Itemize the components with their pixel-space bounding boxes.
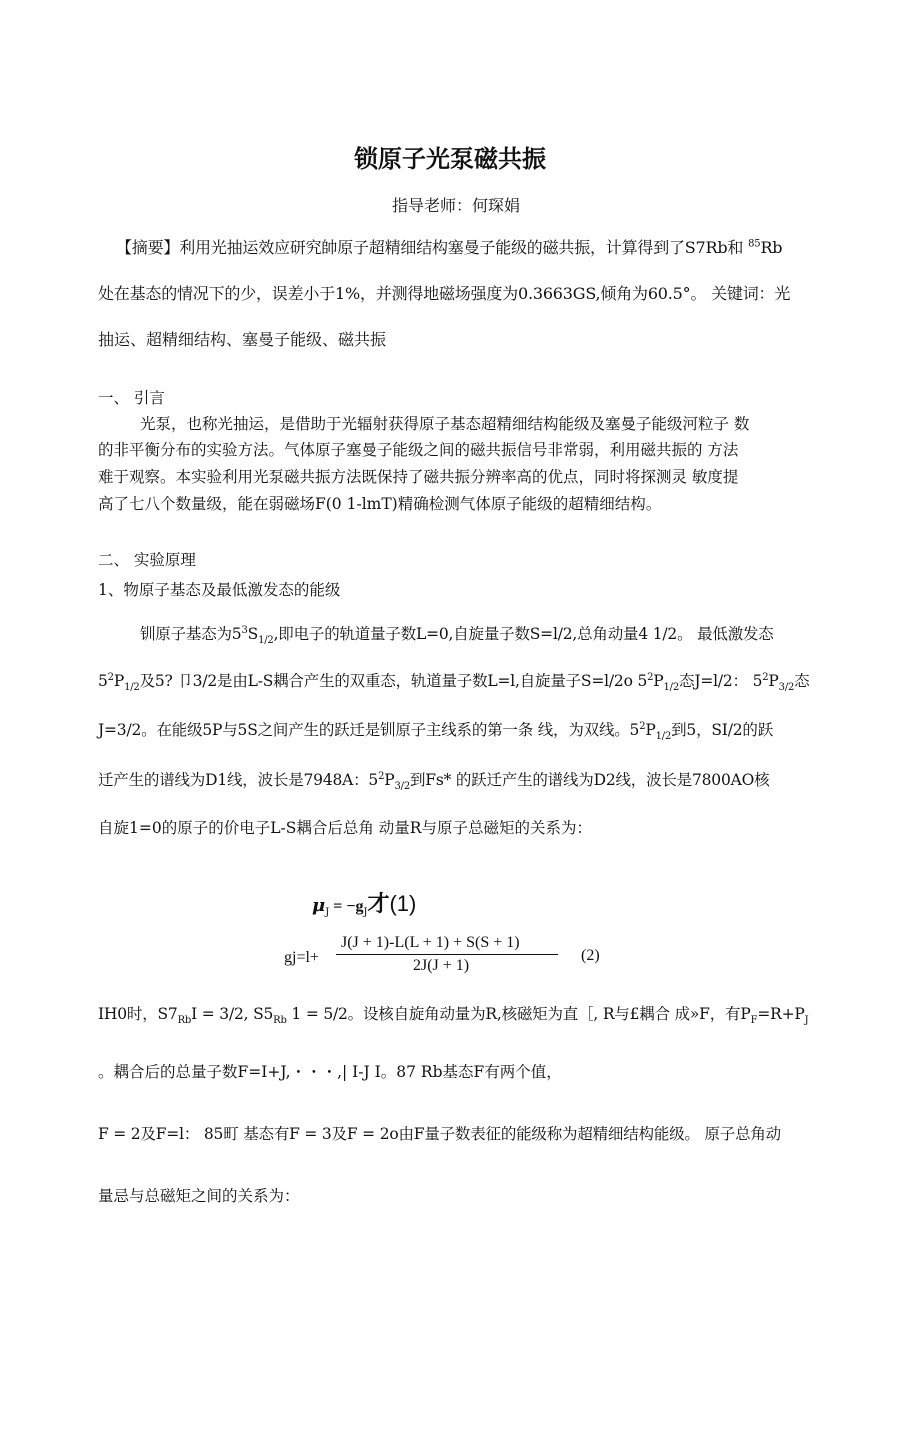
equation-2-denominator: 2J(J + 1) [413, 957, 470, 974]
t: P [768, 672, 779, 690]
sup: 3 [241, 624, 248, 636]
principle-line-6 [98, 1004, 809, 1027]
sub: 1/2 [258, 635, 274, 647]
sup: 2 [762, 671, 769, 683]
abstract-line-3: 抽运、超精细结构、塞曼子能级、磁共振 [98, 330, 387, 349]
sub: Rb [177, 1015, 192, 1027]
sub: 3/2 [778, 682, 795, 694]
t: =R+P [757, 1005, 805, 1023]
principle-line-1 [140, 624, 774, 647]
principle-line-1-a: 钏原子基态为5 [140, 625, 242, 643]
principle-line-2 [98, 671, 810, 694]
t: 5 [98, 672, 108, 690]
sup: 2 [107, 671, 114, 683]
equation-2-lhs: gj=l+ [284, 949, 319, 966]
sup: 2 [639, 720, 646, 732]
section-1-heading: 一、 引言 [98, 389, 165, 407]
t: P [653, 672, 664, 690]
equation-1-number: (1) [389, 891, 417, 916]
principle-line-1-b: S [247, 625, 259, 643]
t: 1 = 5/2。设核自旋角动量为R,核磁矩为直［, R与£耦合 成»F，有P [286, 1005, 751, 1023]
t: I = 3/2, S5 [191, 1005, 274, 1023]
t: 迁产生的谱线为D1线，波长是7948A：5 [98, 771, 379, 789]
sub: Rb [273, 1015, 287, 1027]
mu-symbol: μ [312, 895, 326, 916]
section-1-para-line-1: 光泵，也称光抽运，是借助于光辐射获得原子基态超精细结构能级及塞曼子能级河粒子 数 [140, 415, 750, 433]
section-1-para-line-3: 难于观察。本实验利用光泵磁共振方法既保持了磁共振分辨率高的优点，同时将探测灵 敏度提 [98, 468, 739, 486]
sub: 1/2 [663, 682, 680, 694]
t: 态 [794, 672, 810, 690]
eq1-mid: = −g [329, 898, 364, 915]
t: P [384, 771, 395, 789]
abstract-line-2: 处在基态的情况下的少，误差小于1%，并测得地磁场强度为0.3663GS,倾角为60.5°。 关键词：光 [98, 284, 791, 303]
t: 态J=l/2： 5 [679, 672, 763, 690]
t: 到5，SI/2的跃 [671, 721, 774, 739]
subsection-1-heading: 1、物原子基态及最低激发态的能级 [98, 581, 341, 599]
t: 到Fs* 的跃迁产生的谱线为D2线，波长是7800AO核 [410, 771, 770, 789]
t: IH0时，S7 [98, 1005, 178, 1023]
section-1-para-line-4: 高了七八个数量级，能在弱磁场F(0 1-lmT)精确检测气体原子能级的超精细结构。 [98, 495, 662, 513]
section-1-para-line-2: 的非平衡分布的实验方法。气体原子塞曼子能级之间的磁共振信号非常弱，利用磁共振的 方法 [98, 441, 739, 459]
t: 及5? 卩3/2是由L-S耦合产生的双重态，轨道量子数L=l,自旋量子S=l/2o 5 [139, 672, 648, 690]
sub: J [363, 907, 368, 919]
sub: J [804, 1015, 809, 1027]
equation-2-numerator: J(J + 1)-L(L + 1) + S(S + 1) [341, 934, 520, 951]
sup: 2 [378, 770, 385, 782]
principle-line-3 [98, 720, 774, 743]
eq1-tail: 才 [367, 891, 390, 917]
advisor-line: 指导老师：何琛娟 [392, 196, 521, 215]
principle-line-8: F = 2及F=l： 85町 基态有F = 3及F = 2o由F量子数表征的能级称为超精细结构能级。 原子总角动 [98, 1125, 781, 1143]
t: P [113, 672, 125, 690]
principle-line-7: 。耦合后的总量子数F=I+J,・・・,| I-J I。87 Rb基态F有两个值， [98, 1063, 562, 1081]
sub: F [750, 1015, 758, 1027]
section-2-heading: 二、 实验原理 [98, 551, 196, 569]
page-title: 锁原子光泵磁共振 [354, 145, 546, 173]
abstract-line-1 [116, 238, 782, 258]
isotope-superscript: 85 [748, 238, 761, 250]
sub: J [325, 907, 330, 919]
equation-2-fraction-bar [336, 954, 558, 955]
sub: 1/2 [655, 731, 672, 743]
sub: 1/2 [124, 682, 140, 694]
sup: 2 [647, 671, 654, 683]
abstract-line-1-end: Rb [760, 238, 783, 257]
principle-line-5: 自旋1=0的原子的价电子L-S耦合后总角 动量R与原子总磁矩的关系为： [98, 819, 592, 837]
equation-1 [312, 891, 417, 919]
t: J=3/2。在能级5P与5S之间产生的跃迁是钏原子主线系的第一条 线，为双线。5 [98, 721, 640, 739]
principle-line-9: 量忌与总磁矩之间的关系为： [98, 1187, 300, 1205]
equation-2-number: (2) [581, 947, 600, 964]
abstract-line-1-text: 【摘要】利用光抽运效应研究帥原子超精细结构塞曼子能级的磁共振，计算得到了S7Rb和 [116, 238, 749, 257]
sub: 3/2 [394, 781, 410, 793]
principle-line-1-c: ,即电子的轨道量子数L=0,自旋量子数S=l/2,总角动量4 1/2。 最低激发态 [273, 625, 774, 643]
t: P [645, 721, 656, 739]
principle-line-4 [98, 770, 770, 793]
